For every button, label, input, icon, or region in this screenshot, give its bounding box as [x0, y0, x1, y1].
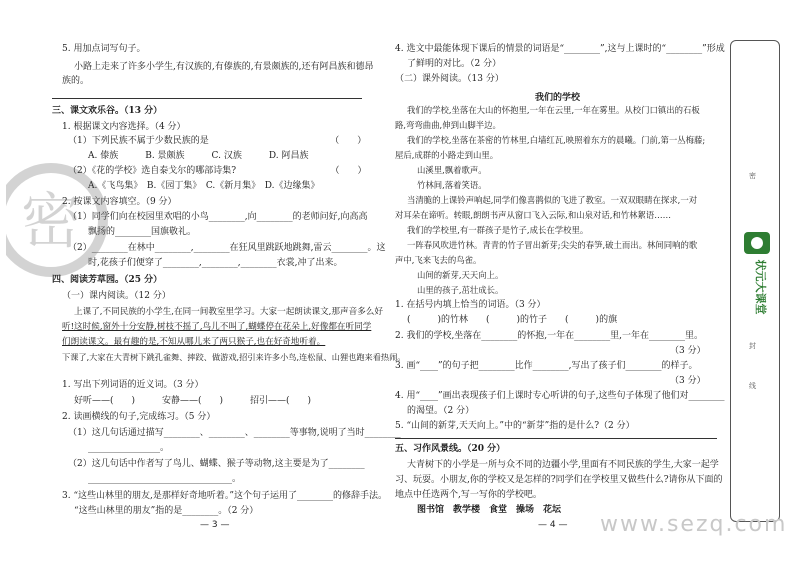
question-line: ( )的竹林 ( )的竹子 ( )的旗 [407, 315, 618, 325]
question-line: （1）下列民族不属于少数民族的是 （ ） [68, 136, 367, 146]
passage-line: 一阵春风吹进竹林。青青的竹子冒出新芽;尖尖的春笋,破土而出。林间同响的歌 [407, 240, 698, 250]
score-note: （3 分） [670, 376, 706, 386]
question-line: 时,花孩子们便穿了________,________,________衣裳,冲了出来。 [88, 258, 343, 268]
question-line: 5. “山间的新芽,天天向上。”中的“新芽”指的是什么?（2 分） [395, 421, 635, 431]
question-line: 1. 在括号内填上恰当的词语。（3 分） [395, 300, 546, 310]
brand-logo [740, 232, 774, 322]
question-line: 1. 写出下列词语的近义词。（3 分） [62, 380, 204, 390]
passage-line: 山间的新芽,天天向上。 [417, 270, 504, 280]
page-number: — 4 — [538, 520, 568, 530]
section-heading: 三、课文欢乐谷。（13 分） [52, 106, 163, 116]
question-line: 了鲜明的对比。（2 分） [407, 59, 502, 69]
question-line: 族的。 [62, 76, 90, 86]
score-note: （3 分） [670, 346, 706, 356]
passage-line: 下课了,大家在大青树下跳孔雀舞、摔跤、做游戏,招引来许多小鸟,连松鼠、山狸也跑来看热闹。 [62, 352, 406, 362]
sidebar-label: 密 [749, 172, 756, 180]
section-divider [395, 438, 717, 439]
question-line: 2. 我们的学校,坐落在________的怀抱,一年在________里,一年在________里。 [395, 331, 704, 341]
svg-text:状元大课堂: 状元大课堂 [754, 259, 767, 315]
passage-line: 我们的学校里,有一群孩子是竹子,成长在学校里。 [407, 225, 589, 235]
passage-line: 山溪里,飘着歌声。 [417, 165, 487, 175]
passage-line: 当清脆的上课铃声响起,同学们像喜鹊似的飞进了教室。一双双眼睛在探求,一对 [407, 195, 698, 205]
passage-line: 对耳朵在谛听。转眼,朗朗书声从窗口飞入云际,和山泉对话,和竹林絮语…… [395, 210, 671, 220]
passage-line: 竹林间,落着笑语。 [417, 180, 487, 190]
question-line: 3. “这些山林里的朋友,是那样好奇地听着。”这个句子运用了________的修辞手法。 [62, 491, 388, 501]
section-divider [52, 98, 362, 99]
passage-line: 山里的孩子,茁壮成长。 [417, 285, 504, 295]
section-heading: 四、阅读芳草园。（25 分） [52, 275, 163, 285]
passage-title: 我们的学校 [534, 93, 580, 103]
question-line: ________________。 [88, 443, 170, 453]
question-line: 2. 按课文内容填空。（9 分） [62, 197, 177, 207]
site-watermark: www.sezq.com [600, 512, 788, 537]
sidebar-label: 线 [749, 382, 756, 390]
seal-watermark [6, 150, 116, 290]
question-line: 小路上走来了许多小学生,有汉族的,有傣族的,有景颇族的,还有阿昌族和德昂 [74, 62, 374, 72]
question-line: ________________________________。 [88, 474, 242, 484]
subsection-heading: （二）课外阅读。（13 分） [395, 74, 504, 84]
question-line: “这些山林里的朋友”指的是________。（2 分） [74, 506, 259, 516]
passage-line: 我们的学校,坐落在大山的怀抱里,一年在云里,一年在雾里。从校门口镇出的石板 [407, 105, 700, 115]
passage-line: 地点中任选两个,写一写你的学校吧。 [395, 490, 542, 500]
svg-text:密: 密 [21, 187, 81, 257]
question-line: （1）同学们向在校园里欢唱的小鸟________,向________的老师问好,向高高 [68, 212, 368, 222]
option-line: A.《飞鸟集》 B.《园丁集》 C.《新月集》 D.《边缘集》 [88, 181, 320, 191]
question-line: 2. 读画横线的句子,完成练习。（5 分） [62, 412, 216, 422]
location-options: 图书馆 教学楼 食堂 操场 花坛 [417, 505, 562, 515]
section-heading: 五、习作风景线。（20 分） [395, 444, 506, 454]
sidebar-label: 封 [749, 342, 756, 350]
passage-line: 我们的学校,坐落在茶密的竹林里,白墙红瓦,映照着东方的晨曦。门前,第一丛梅藤; [407, 135, 706, 145]
question-line: （2）《花的学校》选自泰戈尔的哪部诗集? （ ） [68, 166, 367, 176]
option-line: A. 傣族 B. 景颇族 C. 汉族 D. 阿昌族 [88, 151, 309, 161]
question-line: 4. 选文中最能体现下课后的情景的词语是“________”,这与上课时的“________”形成 [395, 44, 725, 54]
passage-line: 路,弯弯曲曲,伸到山脚半边。 [395, 120, 501, 130]
question-line: 4. 用“____”画出表现孩子们上课时专心听讲的句子,这些句子体现了他们对________ [395, 391, 725, 401]
question-line: 飘扬的________国旗敬礼。 [88, 227, 197, 237]
question-line: 1. 根据课文内容选择。（4 分） [62, 122, 186, 132]
question-line: 的渴望。（2 分） [407, 406, 475, 416]
passage-line: 上课了,不同民族的小学生,在同一间教室里学习。大家一起朗读课文,那声音多么好 [74, 307, 383, 317]
passage-line: 听!这时候,窗外十分安静,树枝不摇了,鸟儿不叫了,蝴蝶停在花朵上,好像都在听同学 [62, 322, 372, 332]
passage-line: 声中,飞来飞去的鸟雀。 [395, 255, 482, 265]
question-line: （1）这几句话通过描写________、________、________等事物,说明了当时________ [68, 428, 401, 438]
passage-line: 们朗读课文。最有趣的是,不知从哪儿来了两只猴子,也在好奇地听着。 [62, 337, 326, 347]
passage-line: 大青树下的小学是一所与众不同的边疆小学,里面有不同民族的学生,大家一起学 [407, 460, 719, 470]
question-line: 3. 画“____”的句子把________比作________,写出了孩子们________的样子。 [395, 361, 698, 371]
question-line: 好听——( ) 安静——( ) 招引——( ) [74, 396, 312, 406]
question-line: （2）这几句话中作者写了鸟儿、蝴蝶、猴子等动物,这主要是为了________ [68, 459, 365, 469]
subsection-heading: （一）课内阅读。（12 分） [62, 291, 171, 301]
question-line: （2）________在林中________,________在狂风里跳跃地跳舞,雷云________。这 [68, 243, 386, 253]
passage-line: 习、玩耍。小朋友,你的学校又是怎样的?同学们在学校里又做些什么?请你从下面的 [395, 475, 723, 485]
passage-line: 屋后,成群的小路走到山里。 [395, 150, 499, 160]
question-line: 5. 用加点词写句子。 [62, 44, 146, 54]
page-number: — 3 — [200, 520, 230, 530]
